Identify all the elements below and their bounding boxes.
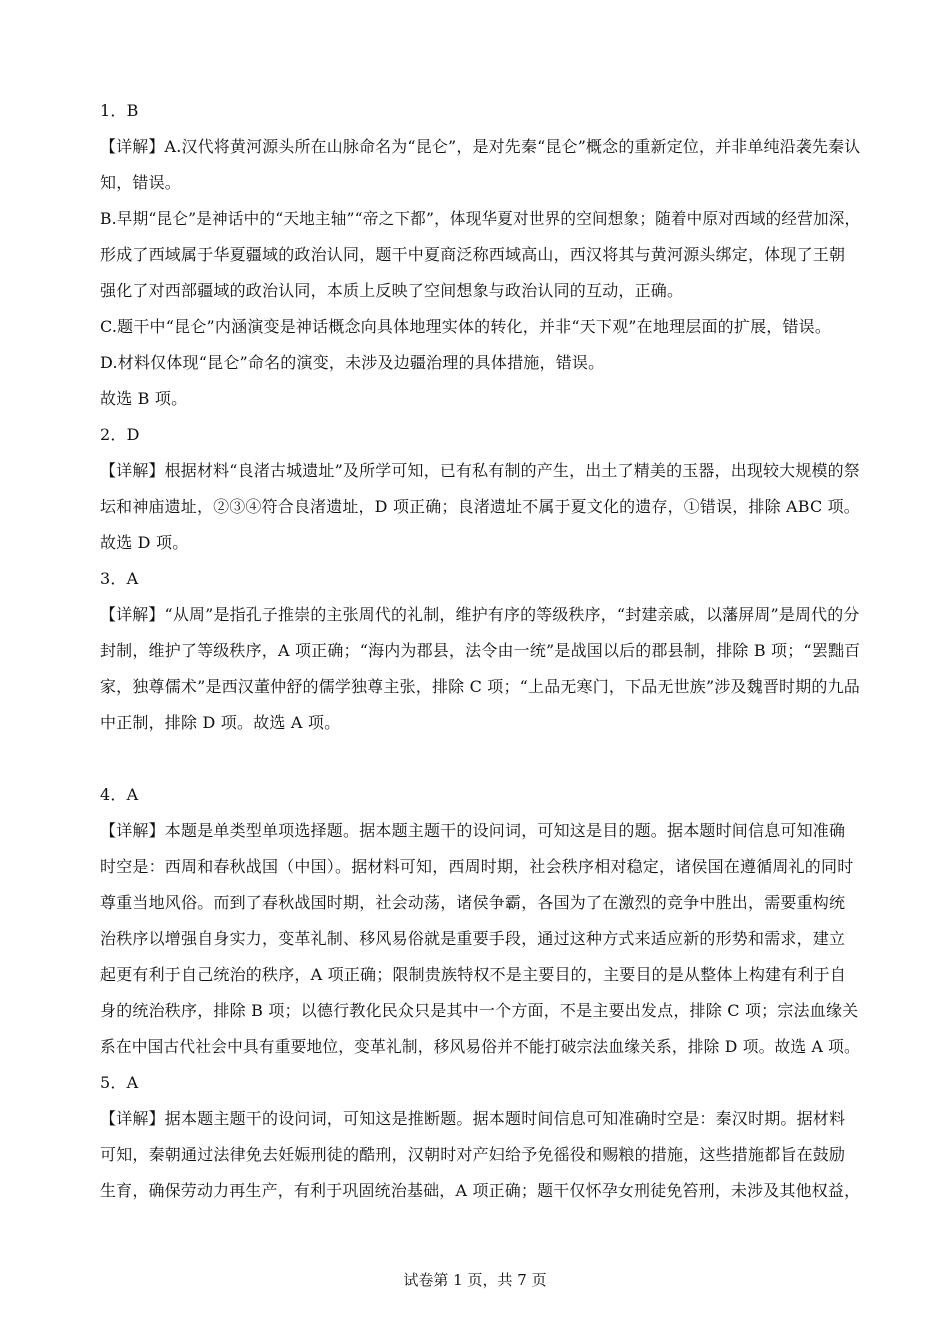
text-line: 故选 B 项。: [100, 389, 188, 408]
page-footer: 试卷第 1 页，共 7 页: [403, 1271, 547, 1289]
text-line: 【详解】“从周”是指孔子推崇的主张周代的礼制，维护有序的等级秩序，“封建亲戚，以藩屏周”是周代的分: [100, 605, 860, 624]
text-line: 尊重当地风俗。而到了春秋战国时期，社会动荡，诸侯争霸，各国为了在激烈的竞争中胜出，需要重构统: [100, 893, 846, 912]
text-line: 生育，确保劳动力再生产，有利于巩固统治基础，A 项正确；题干仅怀孕女刑徒免笞刑，未涉及其他权益，: [100, 1181, 861, 1200]
text-line: B.早期“昆仑”是神话中的“天地主轴”“帝之下都”，体现华夏对世界的空间想象；随着中原对西域的经营加深，: [100, 209, 861, 228]
question-3-number: 3．A: [100, 569, 139, 588]
text-line: C.题干中“昆仑”内涵演变是神话概念向具体地理实体的转化，并非“天下观”在地理层面的扩展，错误。: [100, 317, 832, 336]
text-line: 坛和神庙遗址，②③④符合良渚遗址，D 项正确；良渚遗址不属于夏文化的遗存，①错误，排除 ABC 项。: [100, 497, 860, 516]
text-line: 【详解】A.汉代将黄河源头所在山脉命名为“昆仑”，是对先秦“昆仑”概念的重新定位，并非单纯沿袭先秦认: [100, 137, 861, 156]
text-line: 【详解】本题是单类型单项选择题。据本题主题干的设问词，可知这是目的题。据本题时间信息可知准确: [100, 821, 846, 840]
text-line: 中正制，排除 D 项。故选 A 项。: [100, 713, 341, 732]
text-line: 封制，维护了等级秩序，A 项正确；“海内为郡县，法令由一统”是战国以后的郡县制，排除 B 项；“罢黜百: [100, 641, 861, 660]
text-line: 身的统治秩序，排除 B 项；以德行教化民众只是其中一个方面，不是主要出发点，排除 C 项；宗法血缘关: [100, 1001, 859, 1020]
text-line: 故选 D 项。: [100, 533, 189, 552]
question-2-number: 2．D: [100, 425, 140, 444]
text-line: 治秩序以增强自身实力，变革礼制、移风易俗就是重要手段，通过这种方式来适应新的形势和需求，建立: [100, 929, 846, 948]
text-line: 【详解】据本题主题干的设问词，可知这是推断题。据本题时间信息可知准确时空是：秦汉时期。据材料: [100, 1109, 846, 1128]
text-line: 系在中国古代社会中具有重要地位，变革礼制，移风易俗并不能打破宗法血缘关系，排除 D 项。故选 A 项。: [100, 1037, 860, 1056]
question-1-number: 1．B: [100, 101, 139, 120]
text-line: 形成了西域属于华夏疆域的政治认同，题干中夏商泛称西域高山，西汉将其与黄河源头绑定，体现了王朝: [100, 245, 846, 264]
text-line: 家，独尊儒术”是西汉董仲舒的儒学独尊主张，排除 C 项；“上品无寒门，下品无世族”涉及魏晋时期的九品: [100, 677, 860, 696]
text-line: 【详解】根据材料“良渚古城遗址”及所学可知，已有私有制的产生，出土了精美的玉器，出现较大规模的祭: [100, 461, 860, 480]
question-4-number: 4．A: [100, 785, 139, 804]
text-line: D.材料仅体现“昆仑”命名的演变，未涉及边疆治理的具体措施，错误。: [100, 353, 605, 372]
text-line: 可知，秦朝通过法律免去妊娠刑徒的酷刑，汉朝时对产妇给予免徭役和赐粮的措施，这些措施都旨在鼓励: [100, 1145, 846, 1164]
text-line: 时空是：西周和春秋战国（中国）。据材料可知，西周时期，社会秩序相对稳定，诸侯国在遵循周礼的同时: [100, 857, 854, 876]
text-line: 强化了对西部疆域的政治认同，本质上反映了空间想象与政治认同的互动，正确。: [100, 281, 684, 300]
question-5-number: 5．A: [100, 1073, 139, 1092]
text-line: 起更有利于自己统治的秩序，A 项正确；限制贵族特权不是主要目的，主要目的是从整体上构建有利于自: [100, 965, 847, 984]
text-line: 知，错误。: [100, 173, 182, 192]
